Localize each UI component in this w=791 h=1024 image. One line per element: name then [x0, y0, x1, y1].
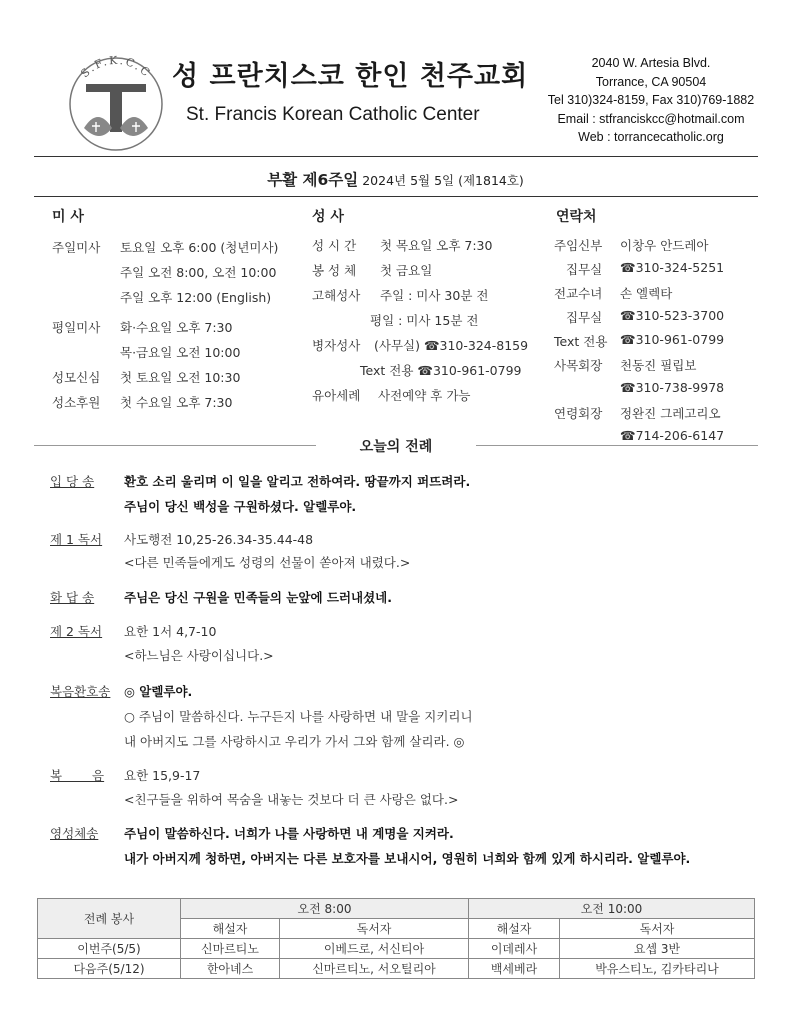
table-cell: 박유스티노, 김카타리나 — [560, 959, 755, 979]
communion-antiphon-line-2: 내가 아버지께 청하면, 아버지는 다른 보호자를 보내시어, 영원히 너희와 함께 있게 하시리라. 알렐루야. — [124, 851, 691, 866]
first-reading-label: 제 1 독서 — [50, 532, 103, 547]
entrance-antiphon-label: 입 당 송 — [50, 474, 95, 489]
second-reading-label: 제 2 독서 — [50, 624, 103, 639]
sacraments-schedule: 성 시 간 첫 목요일 오후 7:30 봉 성 체 첫 금요일 고해성사 주일 : 미사 30분 전 평일 : 미사 15분 전 병자성사 (사무실) ☎310-324-8159 Text 전용 ☎310-961-0799 유아세례 사전예약 후 가능 — [312, 238, 529, 403]
logo-text: S.F.K.C.C — [78, 53, 154, 81]
table-cell: 신마르티노 — [181, 939, 280, 959]
website[interactable]: Web : torrancecatholic.org — [578, 130, 724, 144]
gospel-note: <친구들을 위하여 목숨을 내놓는 것보다 더 큰 사랑은 없다.> — [124, 792, 459, 807]
contacts-heading: 연락처 — [556, 209, 597, 225]
email[interactable]: Email : stfranciskcc@hotmail.com — [557, 111, 745, 126]
table-cell: 요셉 3반 — [560, 939, 755, 959]
table-subheader: 독서자 — [560, 919, 755, 939]
sunday-date: 2024년 5월 5일 (제1814호) — [362, 173, 524, 188]
communion-antiphon-line-1: 주님이 말씀하신다. 너희가 나를 사랑하면 내 계명을 지켜라. — [124, 826, 454, 841]
psalm-label: 화 답 송 — [50, 590, 95, 605]
table-cell: 이데레사 — [469, 939, 560, 959]
table-cell: 신마르티노, 서오틸리아 — [280, 959, 469, 979]
liturgy-divider-right — [476, 445, 758, 446]
first-reading-ref: 사도행전 10,25-26.34-35.44-48 — [124, 532, 314, 547]
sunday-banner — [0, 168, 791, 190]
gospel-ref: 요한 15,9-17 — [124, 768, 201, 783]
liturgical-service-table — [37, 898, 755, 979]
communion-antiphon-label: 영성체송 — [50, 826, 99, 841]
table-header-mass-2: 오전 10:00 — [469, 899, 755, 919]
entrance-antiphon-line-1: 환호 소리 울리며 이 일을 알리고 전하여라. 땅끝까지 퍼뜨려라. — [124, 474, 471, 489]
first-reading-note: <다른 민족들에게도 성령의 선물이 쏟아져 내렸다.> — [124, 555, 411, 570]
gospel-acclamation-line-2: ○ 주님이 말씀하신다. 누구든지 나를 사랑하면 내 말을 지키리니 — [124, 709, 473, 724]
table-subheader: 해설자 — [469, 919, 560, 939]
address-line-2: Torrance, CA 90504 — [595, 74, 707, 89]
table-cell: 이베드로, 서신티아 — [280, 939, 469, 959]
table-row — [38, 959, 755, 979]
liturgy-title: 오늘의 전례 — [359, 439, 433, 455]
psalm-text: 주님은 당신 구원을 민족들의 눈앞에 드러내셨네. — [124, 590, 393, 605]
gospel-acclamation-line-1: ◎ 알렐루야. — [124, 684, 193, 699]
table-row — [38, 939, 755, 959]
table-subheader: 해설자 — [181, 919, 280, 939]
mass-schedule: 주일미사 토요일 오후 6:00 (청년미사) 주일 오전 8:00, 오전 10:00 주일 오후 12:00 (English) 평일미사 화·수요일 오후 7:30 목·금요일 오전 10:00 성모신심 첫 토요일 오전 10:30 성소후원 첫 수요일 오후 7:30 — [52, 240, 279, 410]
church-contact-info — [520, 54, 782, 147]
tel-fax: Tel 310)324-8159, Fax 310)769-1882 — [547, 93, 755, 107]
sacraments-heading: 성 사 — [312, 209, 344, 225]
header-divider — [34, 156, 758, 157]
table-cell-week: 이번주(5/5) — [38, 939, 181, 959]
liturgy-divider-left — [34, 445, 316, 446]
mass-heading: 미 사 — [52, 209, 84, 225]
church-name-korean: 성 프란치스코 한인 천주교회 — [172, 61, 529, 92]
gospel-acclamation-label: 복음환호송 — [50, 684, 111, 699]
church-name-english: St. Francis Korean Catholic Center — [186, 104, 480, 125]
table-header-mass-1: 오전 8:00 — [181, 899, 469, 919]
table-subheader: 독서자 — [280, 919, 469, 939]
gospel-label: 복 음 — [50, 768, 105, 783]
second-reading-ref: 요한 1서 4,7-10 — [124, 624, 217, 639]
address-line-1: 2040 W. Artesia Blvd. — [591, 56, 711, 70]
church-logo — [62, 48, 170, 156]
entrance-antiphon-line-2: 주님이 당신 백성을 구원하셨다. 알렐루야. — [124, 499, 357, 514]
gospel-acclamation-line-3: 내 아버지도 그를 사랑하시고 우리가 가서 그와 함께 살리라. ◎ — [124, 734, 465, 749]
banner-divider — [34, 196, 758, 197]
table-corner: 전례 봉사 — [38, 899, 181, 939]
sunday-name: 부활 제6주일 — [267, 171, 359, 189]
table-cell: 한아녜스 — [181, 959, 280, 979]
second-reading-note: <하느님은 사랑이십니다.> — [124, 648, 274, 663]
table-cell: 백세베라 — [469, 959, 560, 979]
table-cell-week: 다음주(5/12) — [38, 959, 181, 979]
contacts-list: 주임신부 이창우 안드레아 집무실 ☎310-324-5251 전교수녀 손 엘렉타 집무실 ☎310-523-3700 Text 전용 ☎310-961-0799 사목회장 천동진 필립보 ☎310-738-9978 연령회장 정완진 그레고리오 ☎714-206-6147 — [554, 238, 725, 443]
